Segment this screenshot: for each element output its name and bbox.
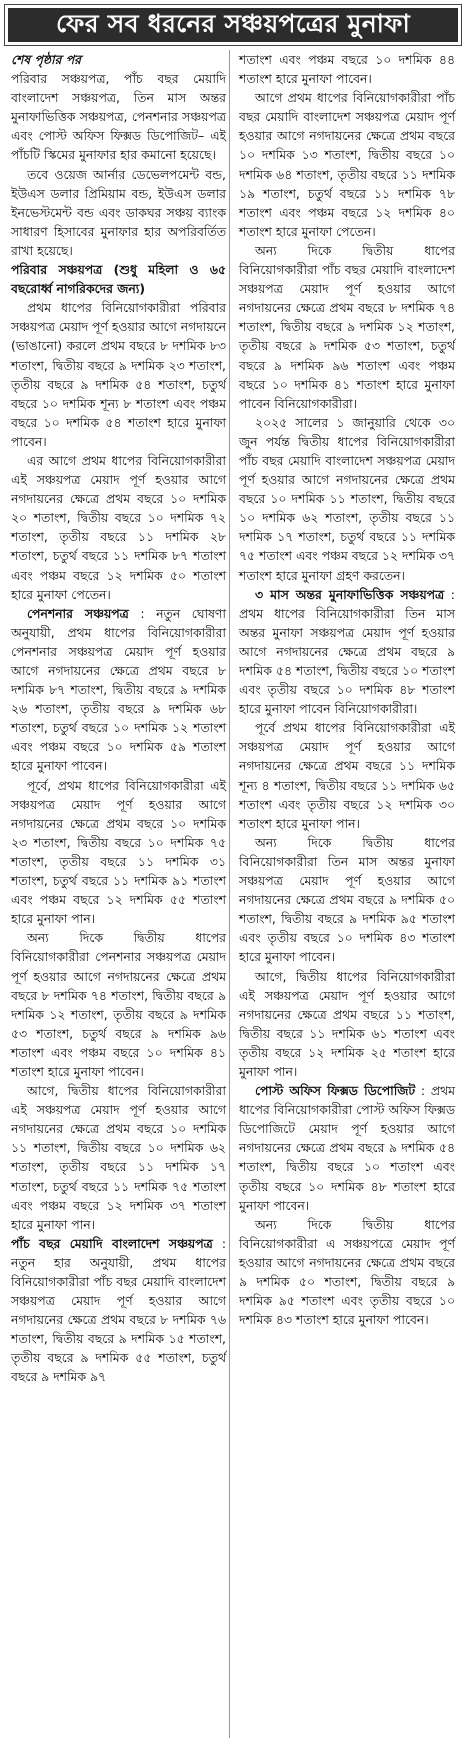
paragraph: আগে প্রথম ধাপের বিনিয়োগকারীরা পাঁচ বছর মেয়াদি বাংলাদেশ সঞ্চয়পত্র মেয়াদ পূর্ণ হওয়ার আগে নগদায়নের ক্ষেত্রে প্রথম বছরে ১০ দশমিক ১৩ শতাংশ, দ্বিতীয় বছরে ১০ দশমিক ৬৪ শতাংশ, তৃতীয় বছরে ১১ দশমিক ১৯ শতাংশ, চতুর্থ বছরে ১১ দশমিক ৭৮ শতাংশ এবং পঞ্চম বছরে ১২ দশমিক ৪০ শতাংশ হারে মুনাফা পেতেন।: [239, 90, 455, 239]
continued-from-kicker: [11, 50, 226, 69]
paragraph: অন্য দিকে দ্বিতীয় ধাপের বিনিয়োগকারীরা পাঁচ বছর মেয়াদি বাংলাদেশ সঞ্চয়পত্র মেয়াদ পূর্ণ হওয়ার আগে নগদায়নের ক্ষেত্রে প্রথম বছরে ৮ দশমিক ৭৪ শতাংশ, দ্বিতীয় বছরে ৯ দশমিক ১২ শতাংশ, তৃতীয় বছরে ৯ দশমিক ৫৩ শতাংশ, চতুর্থ বছরে ৯ দশমিক ৯৬ শতাংশ এবং পঞ্চম বছরে ১০ দশমিক ৪১ শতাংশ হারে মুনাফা পাবেন বিনিয়োগকারীরা।: [239, 242, 455, 411]
subheading-five-year: পাঁচ বছর মেয়াদি বাংলাদেশ সঞ্চয়পত্র: [11, 1235, 213, 1251]
paragraph: পূর্বে, প্রথম ধাপের বিনিয়োগকারীরা এই সঞ্চয়পত্র মেয়াদ পূর্ণ হওয়ার আগে নগদায়নের ক্ষেত্রে প্রথম বছরে ১০ দশমিক ২৩ শতাংশ, দ্বিতীয় বছরে ১০ দশমিক ৭৫ শতাংশ, তৃতীয় বছরে ১১ দশমিক ৩১ শতাংশ, চতুর্থ বছরে ১১ দশমিক ৯১ শতাংশ এবং পঞ্চম বছরে ১২ দশমিক ৫৫ শতাংশ হারে মুনাফা পান।: [11, 777, 226, 927]
paragraph-three-month: [239, 585, 455, 719]
paragraph-five-year: [11, 1234, 226, 1387]
headline: ফের সব ধরনের সঞ্চয়পত্রের মুনাফা: [8, 8, 458, 42]
paragraph: অন্য দিকে দ্বিতীয় ধাপের বিনিয়োগকারীরা তিন মাস অন্তর মুনাফা সঞ্চয়পত্র মেয়াদ পূর্ণ হওয়ার আগে নগদায়নের ক্ষেত্রে প্রথম বছরে ৯ দশমিক ৫০ শতাংশ, দ্বিতীয় বছরে ৯ দশমিক ৯৫ শতাংশ এবং তৃতীয় বছরে ১০ দশমিক ৪৩ শতাংশ হারে মুনাফা পাবেন।: [239, 834, 455, 965]
paragraph: পূর্বে প্রথম ধাপের বিনিয়োগকারীরা এই সঞ্চয়পত্র মেয়াদ পূর্ণ হওয়ার আগে নগদায়নের ক্ষেত্রে প্রথম বছরে ১১ দশমিক শূন্য ৪ শতাংশ, দ্বিতীয় বছরে ১১ দশমিক ৬৫ শতাংশ এবং তৃতীয় বছরে ১২ দশমিক ৩০ শতাংশ হারে মুনাফা পান।: [239, 720, 455, 831]
paragraph: অন্য দিকে দ্বিতীয় ধাপের বিনিয়োগকারীরা পেনশনার সঞ্চয়পত্র মেয়াদ পূর্ণ হওয়ার আগে নগদায়নের ক্ষেত্রে প্রথম বছরে ৮ দশমিক ৭৪ শতাংশ, দ্বিতীয় বছরে ৯ দশমিক ১২ শতাংশ, তৃতীয় বছরে ৯ দশমিক ৫৩ শতাংশ, চতুর্থ বছরে ৯ দশমিক ৯৬ শতাংশ এবং পঞ্চম বছরে ১০ দশমিক ৪১ শতাংশ হারে মুনাফা পাবেন।: [11, 930, 226, 1079]
article-columns: [8, 50, 458, 1738]
subheading-three-month: ৩ মাস অন্তর মুনাফাভিত্তিক সঞ্চয়পত্র: [255, 586, 445, 602]
paragraph-text: : প্রথম ধাপের বিনিয়োগকারীরা পোস্ট অফিস ফিক্সড ডিপোজিটে মেয়াদ পূর্ণ হওয়ার আগে নগদায়নের ক্ষেত্রে প্রথম বছরে ৯ দশমিক ৫৪ শতাংশ, দ্বিতীয় বছরে ১০ শতাংশ এবং তৃতীয় বছরে ১০ দশমিক ৪৮ শতাংশ হারে মুনাফা পাবেন।: [239, 1083, 455, 1213]
paragraph: অন্য দিকে দ্বিতীয় ধাপের বিনিয়োগকারীরা এ সঞ্চয়পত্রে মেয়াদ পূর্ণ হওয়ার আগে নগদায়নের ক্ষেত্রে প্রথম বছরে ৯ দশমিক ৫০ শতাংশ, দ্বিতীয় বছরে ৯ দশমিক ৯৫ শতাংশ এবং তৃতীয় বছরে ১০ দশমিক ৪৩ শতাংশ হারে মুনাফা পাবেন।: [239, 1216, 455, 1328]
paragraph: পরিবার সঞ্চয়পত্র, পাঁচ বছর মেয়াদি বাংলাদেশ সঞ্চয়পত্র, তিন মাস অন্তর মুনাফাভিত্তিক সঞ্চয়পত্র, পেনশনার সঞ্চয়পত্র এবং পোস্ট অফিস ফিক্সড ডিপোজিট– এই পাঁচটি স্কিমের মুনাফার হার কমানো হয়েছে।: [11, 71, 226, 163]
paragraph: তবে ওয়েজ আর্নার ডেভেলপমেন্ট বন্ড, ইউএস ডলার প্রিমিয়াম বন্ড, ইউএস ডলার ইনভেস্টমেন্ট বন্ড এবং ডাকঘর সঞ্চয় ব্যাংক সাধারণ হিসাবের মুনাফার হার অপরিবর্তিত রাখা হয়েছে।: [11, 166, 226, 258]
kicker-text: শেষ পৃষ্ঠার পর: [11, 52, 81, 67]
paragraph-text: : প্রথম ধাপের বিনিয়োগকারীরা তিন মাস অন্তর মুনাফা সঞ্চয়পত্র মেয়াদ পূর্ণ হওয়ার আগে নগদায়নের ক্ষেত্রে প্রথম বছরে ৯ দশমিক ৫৪ শতাংশ, দ্বিতীয় বছরে ১০ শতাংশ এবং তৃতীয় বছরে ১০ দশমিক ৪৮ শতাংশ হারে মুনাফা পাবেন বিনিয়োগকারীরা।: [239, 586, 455, 717]
column-right: [236, 50, 458, 1738]
subheading-post-office: পোস্ট অফিস ফিক্সড ডিপোজিট: [255, 1083, 416, 1099]
subheading-family-savings: পরিবার সঞ্চয়পত্র (শুধু মহিলা ও ৬৫ বছরোর্ধ্ব নাগরিকদের জন্য): [11, 262, 226, 297]
paragraph-text: : নতুন ঘোষণা অনুযায়ী, প্রথম ধাপের বিনিয়োগকারীরা পেনশনার সঞ্চয়পত্র মেয়াদ পূর্ণ হওয়ার আগে নগদায়নের ক্ষেত্রে প্রথম বছরে ৮ দশমিক ৮৭ শতাংশ, দ্বিতীয় বছরে ৯ দশমিক ২৬ শতাংশ, তৃতীয় বছরে ৯ দশমিক ৬৮ শতাংশ, চতুর্থ বছরে ১০ দশমিক ১২ শতাংশ এবং পঞ্চম বছরে ১০ দশমিক ৫৯ শতাংশ হারে মুনাফা পাবেন।: [11, 605, 226, 774]
column-left: [8, 50, 230, 1738]
paragraph: আগে, দ্বিতীয় ধাপের বিনিয়োগকারীরা এই সঞ্চয়পত্র মেয়াদ পূর্ণ হওয়ার আগে নগদায়নের ক্ষেত্রে প্রথম বছরে ১১ শতাংশ, দ্বিতীয় বছরে ১১ দশমিক ৬১ শতাংশ এবং তৃতীয় বছরে ১২ দশমিক ২৫ শতাংশ হারে মুনাফা পান।: [239, 968, 455, 1079]
subheading-pension: পেনশনার সঞ্চয়পত্র: [27, 605, 129, 621]
paragraph: ২০২৫ সালের ১ জানুয়ারি থেকে ৩০ জুন পর্যন্ত দ্বিতীয় ধাপের বিনিয়োগকারীরা পাঁচ বছর মেয়াদি বাংলাদেশ সঞ্চয়পত্র মেয়াদ পূর্ণ হওয়ার আগে নগদায়নের ক্ষেত্রে প্রথম বছরে ১০ দশমিক ১১ শতাংশ, দ্বিতীয় বছরে ১০ দশমিক ৬২ শতাংশ, তৃতীয় বছরে ১১ দশমিক ১৭ শতাংশ, চতুর্থ বছরে ১১ দশমিক ৭৫ শতাংশ এবং পঞ্চম বছরে ১২ দশমিক ৩৭ শতাংশ হারে মুনাফা গ্রহণ করতেন।: [239, 414, 455, 583]
paragraph-pension: [11, 604, 226, 776]
paragraph: শতাংশ এবং পঞ্চম বছরে ১০ দশমিক ৪৪ শতাংশ হারে মুনাফা পাবেন।: [239, 52, 455, 87]
paragraph: প্রথম ধাপের বিনিয়োগকারীরা পরিবার সঞ্চয়পত্র মেয়াদ পূর্ণ হওয়ার আগে নগদায়নে (ভাঙানো) করলে প্রথম বছরে ৮ দশমিক ৮৩ শতাংশ, দ্বিতীয় বছরে ৯ দশমিক ২৩ শতাংশ, তৃতীয় বছরে ৯ দশমিক ৫৪ শতাংশ, চতুর্থ বছরে ১০ দশমিক শূন্য ৮ শতাংশ এবং পঞ্চম বছরে ১০ দশমিক ৫৪ শতাংশ হারে মুনাফা পাবেন।: [11, 300, 226, 449]
paragraph: এর আগে প্রথম ধাপের বিনিয়োগকারীরা এই সঞ্চয়পত্র মেয়াদ পূর্ণ হওয়ার আগে নগদায়নের ক্ষেত্রে প্রথম বছরে ১০ দশমিক ২০ শতাংশ, দ্বিতীয় বছরে ১০ দশমিক ৭২ শতাংশ, তৃতীয় বছরে ১১ দশমিক ২৮ শতাংশ, চতুর্থ বছরে ১১ দশমিক ৮৭ শতাংশ এবং পঞ্চম বছরে ১২ দশমিক ৫০ শতাংশ হারে মুনাফা পেতেন।: [11, 452, 226, 602]
paragraph-post-office: [239, 1081, 455, 1215]
paragraph: আগে, দ্বিতীয় ধাপের বিনিয়োগকারীরা এই সঞ্চয়পত্র মেয়াদ পূর্ণ হওয়ার আগে নগদায়নের ক্ষেত্রে প্রথম বছরে ১০ দশমিক ১১ শতাংশ, দ্বিতীয় বছরে ১০ দশমিক ৬২ শতাংশ, তৃতীয় বছরে ১১ দশমিক ১৭ শতাংশ, চতুর্থ বছরে ১১ দশমিক ৭৫ শতাংশ এবং পঞ্চম বছরে ১২ দশমিক ৩৭ শতাংশ হারে মুনাফা পান।: [11, 1083, 226, 1232]
paragraph-text: : নতুন হার অনুযায়ী, প্রথম ধাপের বিনিয়োগকারীরা পাঁচ বছর মেয়াদি বাংলাদেশ সঞ্চয়পত্র মেয়াদ পূর্ণ হওয়ার আগে নগদায়নের ক্ষেত্রে প্রথম বছরে ৮ দশমিক ৭৬ শতাংশ, দ্বিতীয় বছরে ৯ দশমিক ১৫ শতাংশ, তৃতীয় বছরে ৯ দশমিক ৫৫ শতাংশ, চতুর্থ বছরে ৯ দশমিক ৯৭: [11, 1235, 226, 1385]
